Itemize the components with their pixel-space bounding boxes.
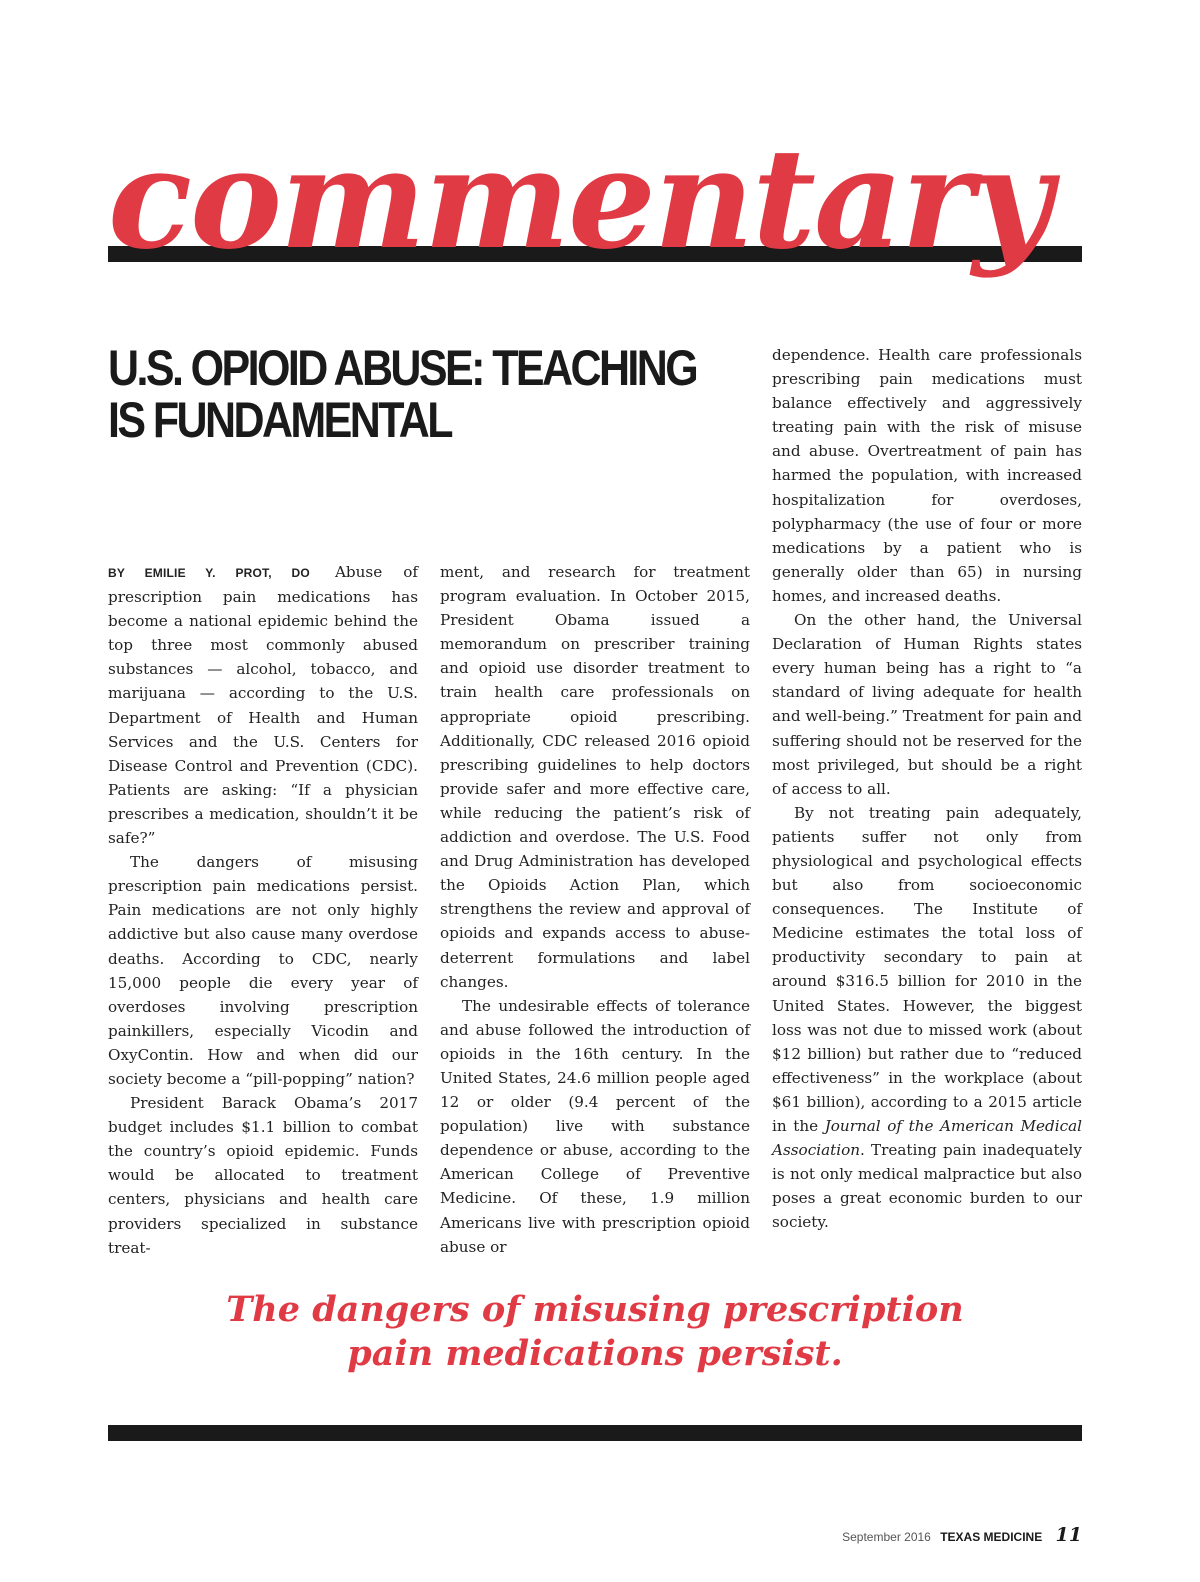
issue-date: September 2016 <box>842 1530 931 1544</box>
page-number: 11 <box>1055 1524 1082 1546</box>
pull-quote-line-2: pain medications persist. <box>347 1333 843 1374</box>
pull-quote <box>108 1288 1082 1376</box>
paragraph-text: By not treating pain adequately, patients suffer not only from physiological and psychological effects but also from socioeconomic consequences. The Institute of Medicine estimates the total loss of productivity secondary to pain at around $316.5 billion for 2010 in the United States. However, the biggest loss was not due to missed work (about $12 billion) but rather due to “reduced effectiveness” in the workplace (about $61 billion), according to a 2015 article in the <box>772 803 1082 1135</box>
paragraph: On the other hand, the Universal Declaration of Human Rights states every human being has a right to “a standard of living adequate for health and well-being.” Treatment for pain and suffering should not be reserved for the most privileged, but should be a right of access to all. <box>772 611 1083 798</box>
pull-quote-line-1: The dangers of misusing prescription <box>226 1289 964 1330</box>
headline-line-2: IS FUNDAMENTAL <box>108 392 451 448</box>
paragraph: The undesirable effects of tolerance and abuse followed the introduction of opioids in the 16th century. In the United States, 24.6 million people aged 12 or older (9.4 percent of the population) live with substance dependence or abuse, according to the American College of Preventive Medicine. Of these, 1.9 million Americans live with prescription opioid abuse or <box>440 996 750 1256</box>
paragraph: The dangers of misusing prescription pain medications persist. Pain medications are not only highly addictive but also cause many overdose deaths. According to CDC, nearly 15,000 people die every year of overdoses involving prescription painkillers, especially Vicodin and OxyContin. How and when did our society become a “pill-popping” nation? <box>108 853 418 1088</box>
text-column-3 <box>772 343 1082 1234</box>
headline-line-1: U.S. OPIOID ABUSE: TEACHING <box>108 340 697 396</box>
paragraph-text: Abuse of prescription pain medications has become a national epidemic behind the top three most commonly abused substances — alcohol, tobacco, and marijuana — according to the U.S. Department of Health and Human Services and the U.S. Centers for Disease Control and Prevention (CDC). Patients are asking: “If a physician prescribes a medication, shouldn’t it be safe?” <box>108 563 418 848</box>
article-headline <box>108 340 697 448</box>
section-banner <box>108 117 1098 280</box>
text-column-1 <box>108 560 418 1260</box>
paragraph: President Barack Obama’s 2017 budget includes $1.1 billion to combat the country’s opioid epidemic. Funds would be allocated to treatment centers, physicians and health care providers specialized in substance treat- <box>108 1094 418 1257</box>
byline: BY EMILIE Y. PROT, DO <box>108 566 310 580</box>
paragraph-text: . Treating pain inadequately is not only medical malpractice but also poses a great economic burden to our society. <box>772 1141 1082 1232</box>
paragraph <box>772 801 1082 1235</box>
bottom-rule <box>108 1425 1082 1441</box>
paragraph <box>108 560 418 850</box>
text-column-2 <box>440 560 750 1259</box>
paragraph: dependence. Health care professionals prescribing pain medications must balance effectively and aggressively treating pain with the risk of misuse and abuse. Overtreatment of pain has harmed the population, with increased hospitalization for overdoses, polypharmacy (the use of four or more medications by a patient who is generally older than 65) in nursing homes, and increased deaths. <box>772 346 1082 605</box>
journal-title: Journal of the American Medical Association <box>772 1117 1082 1160</box>
magazine-name: TEXAS MEDICINE <box>940 1530 1043 1544</box>
paragraph: ment, and research for treatment program evaluation. In October 2015, President Obama issued a memorandum on prescriber training and opioid use disorder treatment to train health care professionals on appropriate opioid prescribing. Additionally, CDC released 2016 opioid prescribing guidelines to help doctors provide safer and more effective care, while reducing the patient’s risk of addiction and overdose. The U.S. Food and Drug Administration has developed the Opioids Action Plan, which strengthens the review and approval of opioids and expands access to abuse-deterrent formulations and label changes. <box>440 563 750 991</box>
page-footer <box>842 1524 1082 1546</box>
section-banner-text: commentary <box>108 117 1051 280</box>
